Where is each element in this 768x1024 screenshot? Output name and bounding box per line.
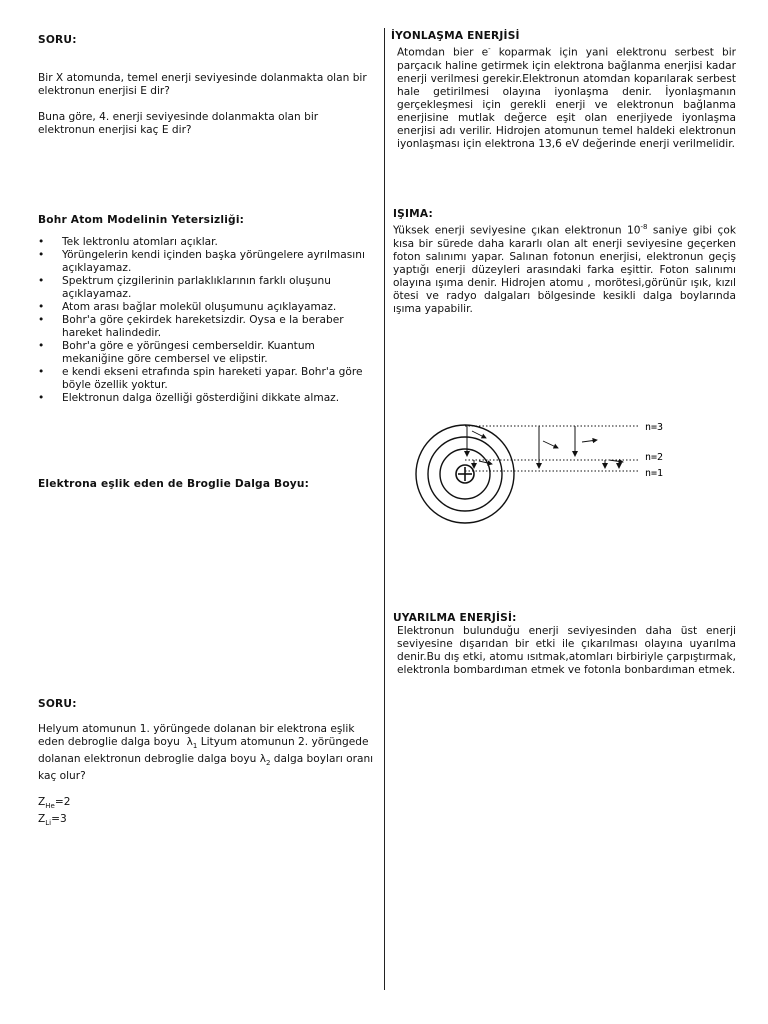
level-label-n2: n=2 bbox=[645, 452, 664, 463]
photon-arrow bbox=[472, 431, 486, 438]
soru2-heading: SORU: bbox=[38, 698, 77, 710]
list-item: • Bohr'a göre e yörüngesi cemberseldir. Kuantum mekaniğine göre cembersel ve elipstir. bbox=[38, 340, 376, 366]
list-item: • Spektrum çizgilerinin parlaklıklarının farklı oluşunu açıklayamaz. bbox=[38, 275, 376, 301]
soru1-paragraph-2: Buna göre, 4. enerji seviyesinde dolanmakta olan bir elektronun enerjisi kaç E dir? bbox=[38, 111, 319, 136]
iyonlasma-section bbox=[393, 30, 736, 151]
soru2-text-a: Helyum atomunun 1. yörüngede dolanan bir elektrona eşlik eden debroglie dalga boyu bbox=[38, 723, 355, 748]
iyonlasma-paragraph: Atomdan bier e- koparmak için yani elektronu serbest bir parçacık haline getirmek için elektrona bağlanma enerjisi kadar enerji verilmesi gerekir.Elektronun atomdan koparılarak serbest hale getirilmesi olayına iyonlaşma denir. İyonlaşmanın gerçekleşmesi için gerekli enerji ve elektronun bağlanma enerjisine mutlak değerce eşit olan enerjiyede iyonlaşma enerjisi adı verilir. Hidrojen atomunun temel haldeki elektronun iyonlaşması için elektrona 13,6 eV değerinde enerji verilmelidir. bbox=[397, 45, 736, 150]
bohr-list bbox=[38, 236, 376, 405]
photon-arrow bbox=[582, 440, 597, 442]
soru1-section bbox=[38, 34, 376, 137]
list-item: • Elektronun dalga özelliği gösterdiğini dikkate almaz. bbox=[38, 392, 376, 405]
level-label-n1: n=1 bbox=[645, 468, 664, 479]
photon-arrow bbox=[543, 441, 558, 448]
uyarilma-section bbox=[393, 612, 736, 677]
bohr-heading: Bohr Atom Modelinin Yetersizliği: bbox=[38, 214, 245, 226]
soru2-paragraph bbox=[38, 723, 376, 783]
isima-paragraph: Yüksek enerji seviyesine çıkan elektronun $10^{-8}$ saniye gibi çok kısa bir sürede daha kararlı olan alt enerji seviyesine geçerken foton salınımı yapar. Salınan fotonun enerjisi, elektronun geçiş yaptığı enerji düzeyleri arasındaki farka eşittir. Foton salınımı olayına ışıma denir. Hidrojen atomu , morötesi,görünür ışık, kızıl ötesi ve radyo dalgaları bölgesinde kesikli dalga boylarında ışıma yapabilir. bbox=[393, 223, 736, 315]
level-label-n3: n=3 bbox=[645, 422, 664, 433]
list-item: • Tek lektronlu atomları açıklar. bbox=[38, 236, 376, 249]
energy-level-diagram bbox=[412, 410, 702, 540]
debroglie-section bbox=[38, 478, 309, 491]
bohr-section bbox=[38, 214, 376, 405]
photon-arrow bbox=[479, 461, 492, 464]
lambda-1: $\lambda_1$ bbox=[186, 736, 198, 751]
soru2-section bbox=[38, 698, 376, 830]
iyonlasma-heading: İYONLAŞMA ENERJİSİ bbox=[391, 30, 520, 42]
list-item: • Yörüngelerin kendi içinden başka yörüngelere ayrılmasını açıklayamaz. bbox=[38, 249, 376, 275]
lambda-2: $\lambda_2$ bbox=[259, 753, 271, 768]
z-he: $Z_{He}=2$ bbox=[38, 796, 71, 811]
soru1-heading: SORU: bbox=[38, 34, 77, 46]
uyarilma-paragraph: Elektronun bulunduğu enerji seviyesinden daha üst enerji seviyesine dışarıdan bir etki ile çıkarılması olayına uyarılma denir.Bu dış etki, atomu ısıtmak,atomları birbiriyle çarpıştırmak, elektronla bombardıman etmek ve fotonla bonbardıman etmek. bbox=[397, 625, 736, 676]
soru2-text-c: dalga boyları oranı kaç olur? bbox=[38, 753, 374, 783]
list-item: • Atom arası bağlar molekül oluşumunu açıklayamaz. bbox=[38, 301, 376, 314]
list-item: • e kendi ekseni etrafında spin hareketi yapar. Bohr'a göre böyle özellik yoktur. bbox=[38, 366, 376, 392]
isima-heading: IŞIMA: bbox=[393, 208, 433, 220]
soru2-text-b: Lityum atomunun 2. yörüngede dolanan elektronun debroglie dalga boyu bbox=[38, 736, 369, 766]
column-divider bbox=[384, 28, 385, 990]
z-li: $Z_{Li}=3$ bbox=[38, 813, 67, 828]
isima-section bbox=[393, 208, 736, 316]
soru1-paragraph-1: Bir X atomunda, temel enerji seviyesinde dolanmakta olan bir elektronun enerjisi E dir? bbox=[38, 72, 367, 97]
list-item: • Bohr'a göre çekirdek hareketsizdir. Oysa e la beraber hareket halindedir. bbox=[38, 314, 376, 340]
debroglie-heading: Elektrona eşlik eden de Broglie Dalga Boyu: bbox=[38, 478, 310, 490]
uyarilma-heading: UYARILMA ENERJİSİ: bbox=[393, 612, 517, 624]
